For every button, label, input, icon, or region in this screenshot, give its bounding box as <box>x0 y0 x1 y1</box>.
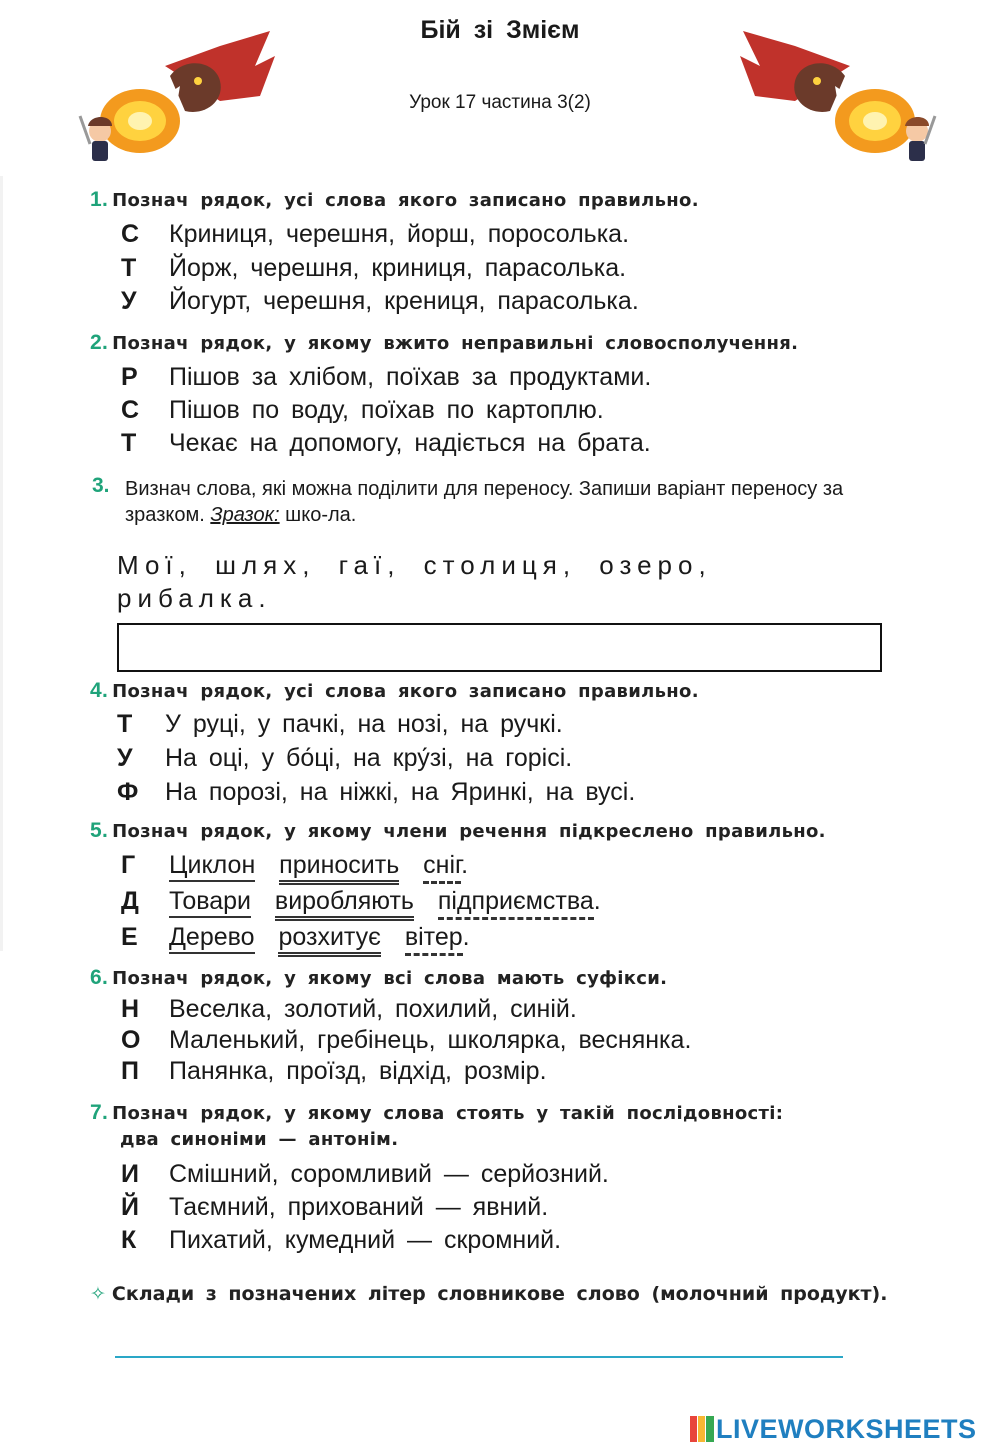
option-letter: С <box>121 396 140 424</box>
page-edge-mark <box>0 176 3 951</box>
option-text: Пішов за хлібом, поїхав за продуктами. <box>169 363 652 391</box>
sample-label: Зразок: <box>210 504 280 526</box>
question-6 <box>90 966 667 990</box>
option-text: Йогурт, черешня, крениця, парасолька. <box>169 287 639 315</box>
option-text: Товари виробляють підприємства. <box>169 887 601 916</box>
question-2 <box>90 331 798 355</box>
subject-underline: Циклон <box>169 851 255 882</box>
option-letter: Т <box>117 710 133 738</box>
sample-value: шко-ла. <box>285 504 357 526</box>
question-3-prompt: Визнач слова, які можна поділити для переносу. Запиши варіант переносу за зразком. Зразок: шко-ла. <box>125 478 844 526</box>
subject-underline: Товари <box>169 887 251 918</box>
option-text: У руці, у пачкі, на нозі, на ручкі. <box>165 710 563 738</box>
subject-underline: вітер <box>405 923 463 956</box>
lesson-subtitle: Урок 17 частина 3(2) <box>409 92 591 113</box>
option-letter: Р <box>121 363 138 391</box>
liveworksheets-brand <box>690 1413 977 1445</box>
answer-input-box[interactable] <box>117 623 882 672</box>
predicate-underline: розхитує <box>278 923 380 957</box>
word-list: Мої, шлях, гаї, столиця, озеро, рибалка. <box>117 550 712 613</box>
question-1-number: 1. <box>90 188 109 211</box>
question-5-number: 5. <box>90 819 109 842</box>
question-6-prompt: 6. Познач рядок, у якому всі слова мають суфікси. <box>90 966 668 989</box>
predicate-underline: виробляють <box>275 887 414 921</box>
option-text: На порозі, на ніжкі, на Яринкі, на вусі. <box>165 778 636 806</box>
final-task-prompt: ✧ Склади з позначених літер словникове слово (молочний продукт). <box>90 1283 888 1305</box>
option-letter: У <box>121 287 137 315</box>
question-1-prompt: 1. Познач рядок, усі слова якого записано правильно. <box>90 188 699 211</box>
question-5-prompt: 5. Познач рядок, у якому члени речення підкреслено правильно. <box>90 819 826 842</box>
object-underline: підприємства <box>438 887 594 920</box>
question-6-number: 6. <box>90 966 109 989</box>
option-letter: Д <box>121 887 139 915</box>
question-7 <box>90 1101 783 1150</box>
page-title: Бій зі Змієм <box>420 16 580 44</box>
option-letter: Г <box>121 851 136 879</box>
option-text: Криниця, черешня, йорш, поросолька. <box>169 220 630 248</box>
option-letter: О <box>121 1026 141 1054</box>
question-4-prompt: 4. Познач рядок, усі слова якого записано правильно. <box>90 679 699 702</box>
question-2-prompt: 2. Познач рядок, у якому вжито неправильні словосполучення. <box>90 331 799 354</box>
option-text: Циклон приносить сніг. <box>169 851 468 880</box>
option-text: Пішов по воду, поїхав по картоплю. <box>169 396 604 424</box>
question-2-number: 2. <box>90 331 109 354</box>
question-3-number: 3. <box>92 474 110 497</box>
object-underline: сніг <box>423 851 461 884</box>
option-letter: П <box>121 1057 139 1085</box>
option-letter: Т <box>121 429 137 457</box>
question-7-prompt: 7. Познач рядок, у якому слова стоять у такій послідовності: <box>90 1101 784 1124</box>
option-text: На оці, у бо́ці, на кру́зі, на горісі. <box>165 744 573 772</box>
boy-knight-icon <box>905 116 935 161</box>
option-letter: Е <box>121 923 138 951</box>
question-4 <box>90 679 699 703</box>
option-text: Таємний, прихований — явний. <box>169 1193 549 1221</box>
final-answer-line[interactable] <box>115 1356 843 1358</box>
predicate-underline: приносить <box>279 851 399 885</box>
brand-text: LIVEWORKSHEETS <box>716 1413 977 1444</box>
girl-knight-icon <box>80 116 112 161</box>
option-letter: К <box>121 1226 137 1254</box>
option-text: Йорж, черешня, криниця, парасолька. <box>169 254 627 282</box>
question-7-prompt-line2: два синоніми — антонім. <box>120 1129 399 1150</box>
option-text: Дерево розхитує вітер. <box>169 923 470 952</box>
star-icon: ✧ <box>90 1283 106 1305</box>
question-7-number: 7. <box>90 1101 109 1124</box>
option-text: Чекає на допомогу, надіється на брата. <box>169 429 651 457</box>
option-letter: С <box>121 220 140 248</box>
option-text: Веселка, золотий, похилий, синій. <box>169 995 577 1023</box>
liveworksheets-logo-icon <box>690 1416 714 1442</box>
option-text: Пихатий, кумедний — скромний. <box>169 1226 562 1254</box>
option-letter: Й <box>121 1193 139 1221</box>
question-4-number: 4. <box>90 679 109 702</box>
option-letter: У <box>117 744 133 772</box>
question-5 <box>90 819 826 843</box>
option-letter: Ф <box>117 778 139 806</box>
option-letter: И <box>121 1160 139 1188</box>
option-text: Маленький, гребінець, школярка, веснянка. <box>169 1026 692 1054</box>
option-letter: Н <box>121 995 140 1023</box>
option-letter: Т <box>121 254 137 282</box>
object-underline: Дерево <box>169 923 255 954</box>
question-1 <box>90 188 699 212</box>
option-text: Панянка, проїзд, відхід, розмір. <box>169 1057 547 1085</box>
option-text: Смішний, соромливий — серйозний. <box>169 1160 609 1188</box>
